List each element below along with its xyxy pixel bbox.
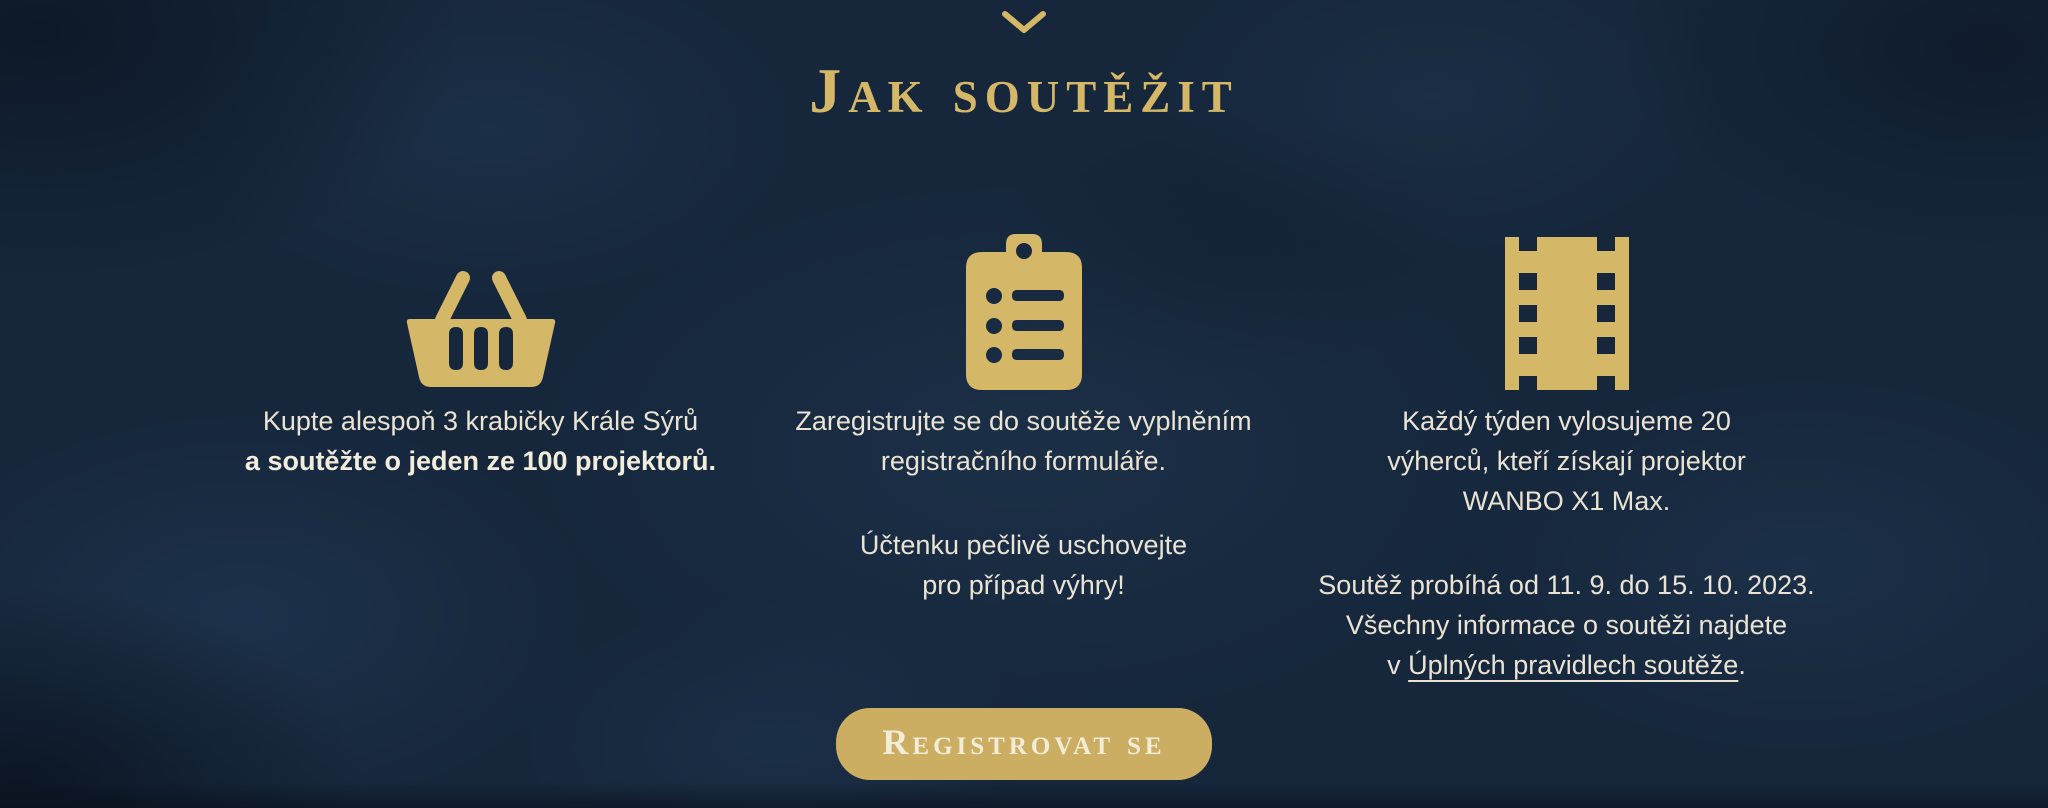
step-win-line3: WANBO X1 Max. bbox=[1462, 486, 1671, 516]
step-buy-line1: Kupte alespoň 3 krabičky Krále Sýrů bbox=[262, 406, 699, 436]
clipboard-list-icon bbox=[966, 232, 1082, 390]
step-win-line1: Každý týden vylosujeme 20 bbox=[1402, 406, 1731, 436]
step-win-line2: výherců, kteří získají projektor bbox=[1387, 446, 1746, 476]
step-register-line2: registračního formuláře. bbox=[880, 446, 1167, 476]
steps-row bbox=[209, 232, 1839, 685]
register-button[interactable]: Registrovat se bbox=[836, 708, 1212, 780]
step-register-text bbox=[795, 401, 1251, 481]
film-strip-icon bbox=[1505, 232, 1629, 390]
step-register-note-line1: Účtenku pečlivě uschovejte bbox=[859, 530, 1188, 560]
step-buy-text bbox=[245, 401, 716, 481]
step-win bbox=[1295, 232, 1838, 685]
step-buy bbox=[209, 232, 752, 685]
step-register-line1: Zaregistrujte se do soutěže vyplněním bbox=[795, 406, 1252, 436]
step-win-dates-line1: Soutěž probíhá od 11. 9. do 15. 10. 2023. bbox=[1318, 570, 1815, 600]
step-register-note-line2: pro případ výhry! bbox=[922, 570, 1125, 600]
rules-link-prefix: v bbox=[1387, 650, 1409, 680]
step-win-dates-line2: Všechny informace o soutěži najdete bbox=[1345, 610, 1788, 640]
chevron-down-icon[interactable] bbox=[1001, 10, 1047, 36]
rules-link[interactable]: Úplných pravidlech soutěže bbox=[1408, 650, 1739, 680]
basket-icon bbox=[404, 232, 558, 390]
step-register bbox=[752, 232, 1295, 685]
step-register-note bbox=[860, 525, 1187, 605]
step-buy-line2: a soutěžte o jeden ze 100 projektorů. bbox=[244, 446, 717, 476]
section-title: Jak soutěžit bbox=[809, 55, 1239, 126]
rules-link-suffix: . bbox=[1738, 650, 1746, 680]
step-win-dates bbox=[1318, 565, 1814, 685]
step-win-text bbox=[1387, 401, 1746, 521]
